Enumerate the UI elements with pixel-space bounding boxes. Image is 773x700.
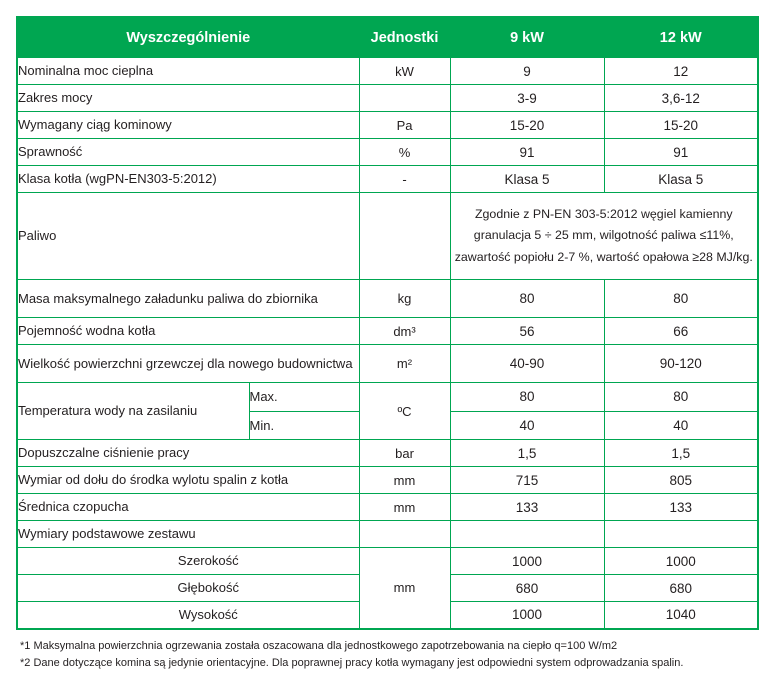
row-label: Wymiary podstawowe zestawu bbox=[17, 521, 359, 548]
footnote-2: *2 Dane dotyczące komina są jedynie orientacyjne. Dla poprawnej pracy kotła wymagany jest odpowiedni system odprowadzania spalin. bbox=[20, 656, 684, 669]
row-label: Średnica czopucha bbox=[17, 494, 359, 521]
row-value-12kw: 80 bbox=[604, 280, 758, 318]
row-unit: m² bbox=[359, 345, 450, 383]
table-row-temp-max bbox=[17, 383, 758, 412]
row-unit: % bbox=[359, 139, 450, 166]
row-unit: - bbox=[359, 166, 450, 193]
header-9kw: 9 kW bbox=[450, 17, 604, 58]
row-value-12kw: 66 bbox=[604, 318, 758, 345]
table-row bbox=[17, 139, 758, 166]
row-value-12kw-max: 80 bbox=[604, 383, 758, 412]
row-value-9kw: 56 bbox=[450, 318, 604, 345]
footnote-1: *1 Maksymalna powierzchnia ogrzewania została oszacowana dla jednostkowego zapotrzebowania na ciepło q=100 W/m2 bbox=[20, 639, 618, 652]
row-value-9kw bbox=[450, 521, 604, 548]
boiler-specification-table bbox=[16, 16, 759, 630]
row-value-12kw: 680 bbox=[604, 575, 758, 602]
row-unit: mm bbox=[359, 467, 450, 494]
row-value-12kw: 1,5 bbox=[604, 440, 758, 467]
row-label: Paliwo bbox=[17, 193, 359, 280]
row-label: Dopuszczalne ciśnienie pracy bbox=[17, 440, 359, 467]
row-unit: mm bbox=[359, 548, 450, 629]
row-label: Masa maksymalnego załadunku paliwa do zbiornika bbox=[17, 280, 359, 318]
row-value-9kw: 715 bbox=[450, 467, 604, 494]
row-value-12kw: 805 bbox=[604, 467, 758, 494]
row-label: Szerokość bbox=[17, 548, 359, 575]
row-value-9kw: 3-9 bbox=[450, 85, 604, 112]
row-value-9kw: 1000 bbox=[450, 548, 604, 575]
row-label: Wymiar od dołu do środka wylotu spalin z kotła bbox=[17, 467, 359, 494]
row-unit bbox=[359, 521, 450, 548]
row-value-9kw: 1,5 bbox=[450, 440, 604, 467]
row-unit: kg bbox=[359, 280, 450, 318]
table-row bbox=[17, 280, 758, 318]
header-wyszczegolnienie: Wyszczególnienie bbox=[17, 17, 359, 58]
row-value-9kw: Klasa 5 bbox=[450, 166, 604, 193]
row-label: Głębokość bbox=[17, 575, 359, 602]
row-value-12kw: 3,6-12 bbox=[604, 85, 758, 112]
row-value-9kw: 91 bbox=[450, 139, 604, 166]
table-row-fuel bbox=[17, 193, 758, 280]
row-sublabel-min: Min. bbox=[249, 411, 359, 440]
table-row bbox=[17, 494, 758, 521]
row-value-12kw: 90-120 bbox=[604, 345, 758, 383]
table-row bbox=[17, 85, 758, 112]
row-label: Temperatura wody na zasilaniu bbox=[17, 383, 249, 440]
row-label: Zakres mocy bbox=[17, 85, 359, 112]
row-value-12kw-min: 40 bbox=[604, 411, 758, 440]
row-value-12kw: 12 bbox=[604, 58, 758, 85]
row-value-9kw: 680 bbox=[450, 575, 604, 602]
row-unit: ºC bbox=[359, 383, 450, 440]
row-value-9kw: 40-90 bbox=[450, 345, 604, 383]
table-row bbox=[17, 345, 758, 383]
row-unit: kW bbox=[359, 58, 450, 85]
row-value-9kw: 80 bbox=[450, 280, 604, 318]
table-row bbox=[17, 58, 758, 85]
table-row bbox=[17, 548, 758, 575]
row-unit: dm³ bbox=[359, 318, 450, 345]
row-value-9kw: 1000 bbox=[450, 602, 604, 629]
row-label: Sprawność bbox=[17, 139, 359, 166]
table-row bbox=[17, 440, 758, 467]
row-label: Klasa kotła (wgPN-EN303-5:2012) bbox=[17, 166, 359, 193]
row-value-9kw-max: 80 bbox=[450, 383, 604, 412]
footnotes bbox=[16, 638, 757, 672]
row-unit: mm bbox=[359, 494, 450, 521]
row-value-12kw: 1000 bbox=[604, 548, 758, 575]
row-unit: Pa bbox=[359, 112, 450, 139]
table-row bbox=[17, 467, 758, 494]
table-row-dimensions-header bbox=[17, 521, 758, 548]
row-sublabel-max: Max. bbox=[249, 383, 359, 412]
row-value-12kw: 15-20 bbox=[604, 112, 758, 139]
table-row bbox=[17, 112, 758, 139]
row-label: Nominalna moc cieplna bbox=[17, 58, 359, 85]
row-value-12kw: Klasa 5 bbox=[604, 166, 758, 193]
header-12kw: 12 kW bbox=[604, 17, 758, 58]
header-jednostki: Jednostki bbox=[359, 17, 450, 58]
row-label: Wysokość bbox=[17, 602, 359, 629]
row-value-12kw: 133 bbox=[604, 494, 758, 521]
table-row bbox=[17, 166, 758, 193]
row-value-12kw: 91 bbox=[604, 139, 758, 166]
row-label: Wymagany ciąg kominowy bbox=[17, 112, 359, 139]
row-value-9kw-min: 40 bbox=[450, 411, 604, 440]
row-label: Pojemność wodna kotła bbox=[17, 318, 359, 345]
row-unit bbox=[359, 193, 450, 280]
fuel-specification-text: Zgodnie z PN-EN 303-5:2012 węgiel kamienny granulacja 5 ÷ 25 mm, wilgotność paliwa ≤11%, zawartość popiołu 2-7 %, wartość opałowa ≥28 MJ/kg. bbox=[450, 193, 758, 280]
table-header-row bbox=[17, 17, 758, 58]
row-unit bbox=[359, 85, 450, 112]
row-value-9kw: 15-20 bbox=[450, 112, 604, 139]
table-row bbox=[17, 318, 758, 345]
row-value-9kw: 133 bbox=[450, 494, 604, 521]
row-value-12kw: 1040 bbox=[604, 602, 758, 629]
row-value-9kw: 9 bbox=[450, 58, 604, 85]
row-unit: bar bbox=[359, 440, 450, 467]
row-label: Wielkość powierzchni grzewczej dla nowego budownictwa bbox=[17, 345, 359, 383]
row-value-12kw bbox=[604, 521, 758, 548]
